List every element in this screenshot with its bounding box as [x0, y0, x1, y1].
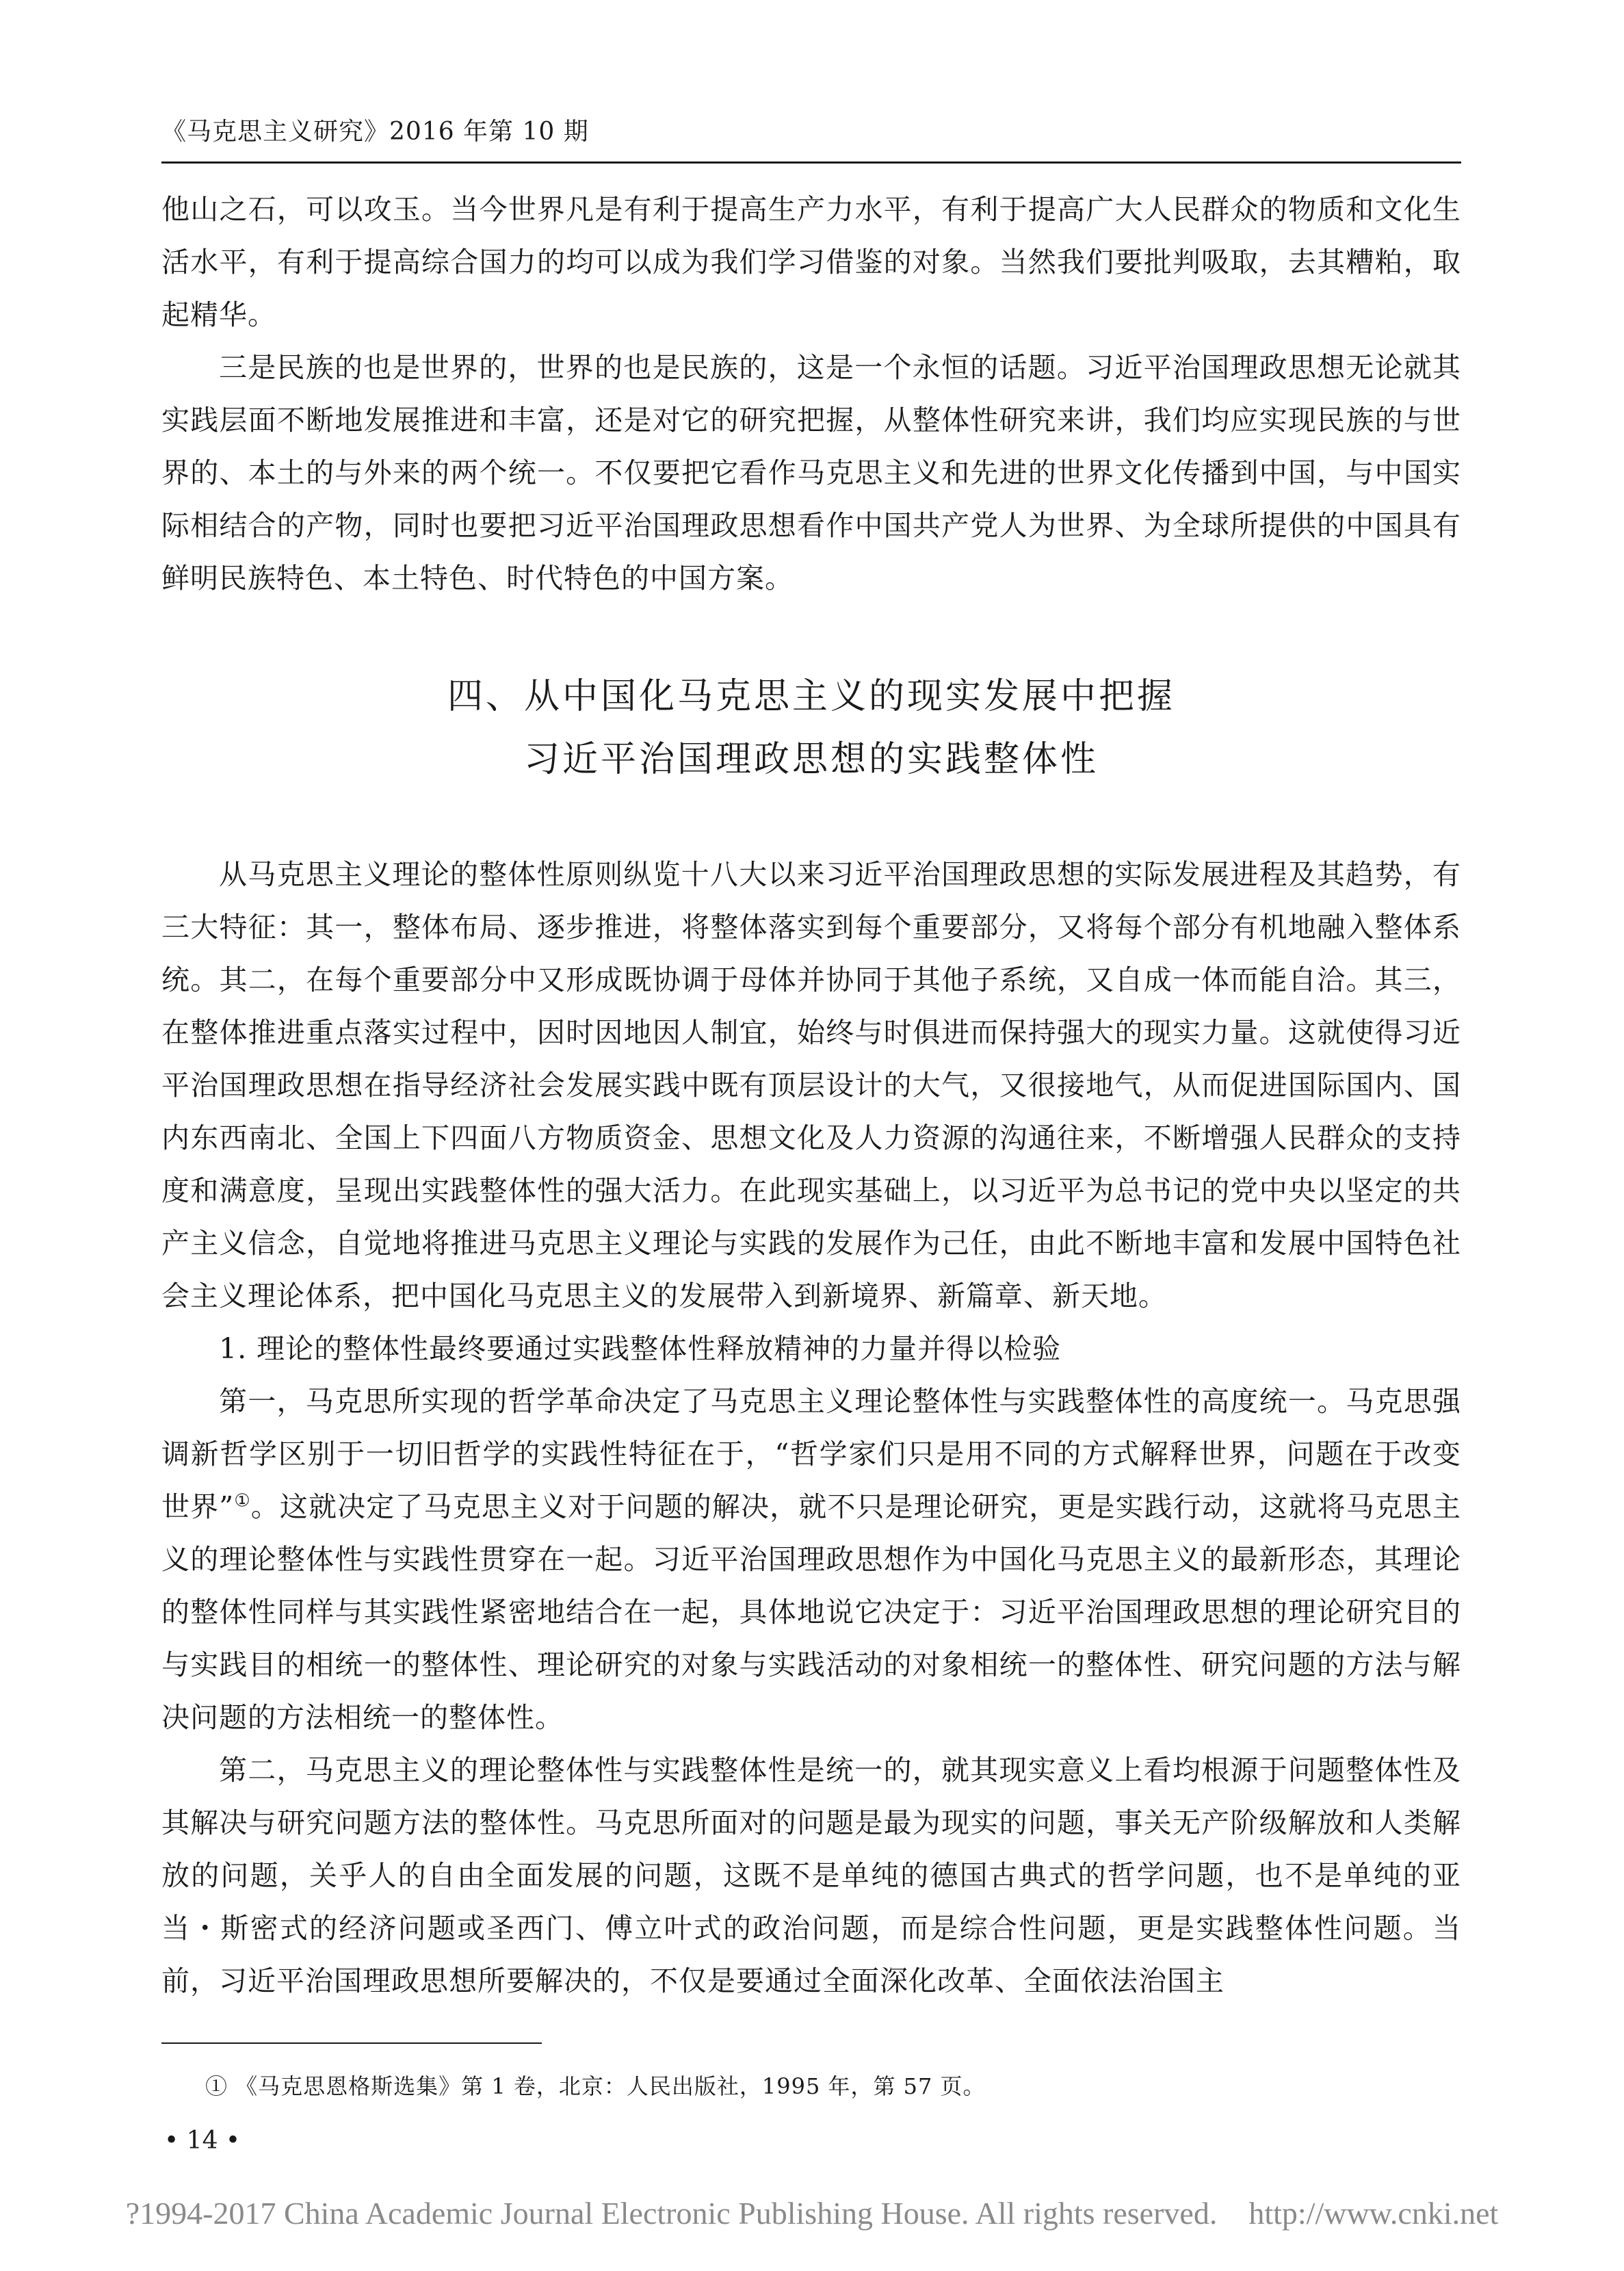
- paragraph-first-point-text-a: 第一，马克思所实现的哲学革命决定了马克思主义理论整体性与实践整体性的高度统一。马克思强调新哲学区别于一切旧哲学的实践性特征在于，“哲学家们只是用不同的方式解释世界，问题在于改变世界”: [161, 1385, 1461, 1523]
- header-rule: [161, 161, 1461, 164]
- copyright-watermark: ?1994-2017 China Academic Journal Electronic Publishing House. All rights reserved. http://www.cnki.net: [125, 2196, 1499, 2231]
- section-heading: [161, 665, 1461, 791]
- intro-paragraph-three: 三是民族的也是世界的，世界的也是民族的，这是一个永恒的话题。习近平治国理政思想无论就其实践层面不断地发展推进和丰富，还是对它的研究把握，从整体性研究来讲，我们均应实现民族的与世界的、本土的与外来的两个统一。不仅要把它看作马克思主义和先进的世界文化传播到中国，与中国实际相结合的产物，同时也要把习近平治国理政思想看作中国共产党人为世界、为全球所提供的中国具有鲜明民族特色、本土特色、时代特色的中国方案。: [161, 351, 1461, 595]
- paragraph-second-point: 第二，马克思主义的理论整体性与实践整体性是统一的，就其现实意义上看均根源于问题整体性及其解决与研究问题方法的整体性。马克思所面对的问题是最为现实的问题，事关无产阶级解放和人类解放的问题，关乎人的自由全面发展的问题，这既不是单纯的德国古典式的哲学问题，也不是单纯的亚当・斯密式的经济问题或圣西门、傅立叶式的政治问题，而是综合性问题，更是实践整体性问题。当前，习近平治国理政思想所要解决的，不仅是要通过全面深化改革、全面依法治国主: [161, 1754, 1461, 1997]
- intro-paragraph-continued: 他山之石，可以攻玉。当今世界凡是有利于提高生产力水平，有利于提高广大人民群众的物质和文化生活水平，有利于提高综合国力的均可以成为我们学习借鉴的对象。当然我们要批判吸取，去其糟粕，取起精华。: [161, 193, 1461, 331]
- footnote-reference[interactable]: ①: [234, 1490, 251, 1511]
- footnote: ① 《马克思恩格斯选集》第 1 卷，北京：人民出版社，1995 年，第 57 页。: [205, 2073, 986, 2099]
- section-title-line-1: 四、从中国化马克思主义的现实发展中把握: [447, 676, 1175, 717]
- section-paragraph-overview: 从马克思主义理论的整体性原则纵览十八大以来习近平治国理政思想的实际发展进程及其趋势，有三大特征：其一，整体布局、逐步推进，将整体落实到每个重要部分，又将每个部分有机地融入整体系统。其二，在每个重要部分中又形成既协调于母体并协同于其他子系统，又自成一体而能自洽。其三，在整体推进重点落实过程中，因时因地因人制宜，始终与时俱进而保持强大的现实力量。这就使得习近平治国理政思想在指导经济社会发展实践中既有顶层设计的大气，又很接地气，从而促进国际国内、国内东西南北、全国上下四面八方物质资金、思想文化及人力资源的沟通往来，不断增强人民群众的支持度和满意度，呈现出实践整体性的强大活力。在此现实基础上，以习近平为总书记的党中央以坚定的共产主义信念，自觉地将推进马克思主义理论与实践的发展作为己任，由此不断地丰富和发展中国特色社会主义理论体系，把中国化马克思主义的发展带入到新境界、新篇章、新天地。: [161, 858, 1461, 1312]
- footnote-rule: [161, 2042, 542, 2044]
- intro-text-block: [161, 183, 1461, 605]
- paragraph-first-point: [161, 1375, 1461, 1744]
- running-header: 《马克思主义研究》2016 年第 10 期: [161, 118, 589, 146]
- page-number: • 14 •: [164, 2127, 241, 2155]
- paragraph-first-point-text-b: 。这就决定了马克思主义对于问题的解决，就不只是理论研究，更是实践行动，这就将马克思主义的理论整体性与实践性贯穿在一起。习近平治国理政思想作为中国化马克思主义的最新形态，其理论的整体性同样与其实践性紧密地结合在一起，具体地说它决定于：习近平治国理政思想的理论研究目的与实践目的相统一的整体性、理论研究的对象与实践活动的对象相统一的整体性、研究问题的方法与解决问题的方法相统一的整体性。: [161, 1490, 1462, 1734]
- section-text-block: [161, 848, 1461, 2008]
- section-title-line-2: 习近平治国理政思想的实践整体性: [523, 739, 1099, 780]
- subheading-1: 1. 理论的整体性最终要通过实践整体性释放精神的力量并得以检验: [219, 1332, 1062, 1365]
